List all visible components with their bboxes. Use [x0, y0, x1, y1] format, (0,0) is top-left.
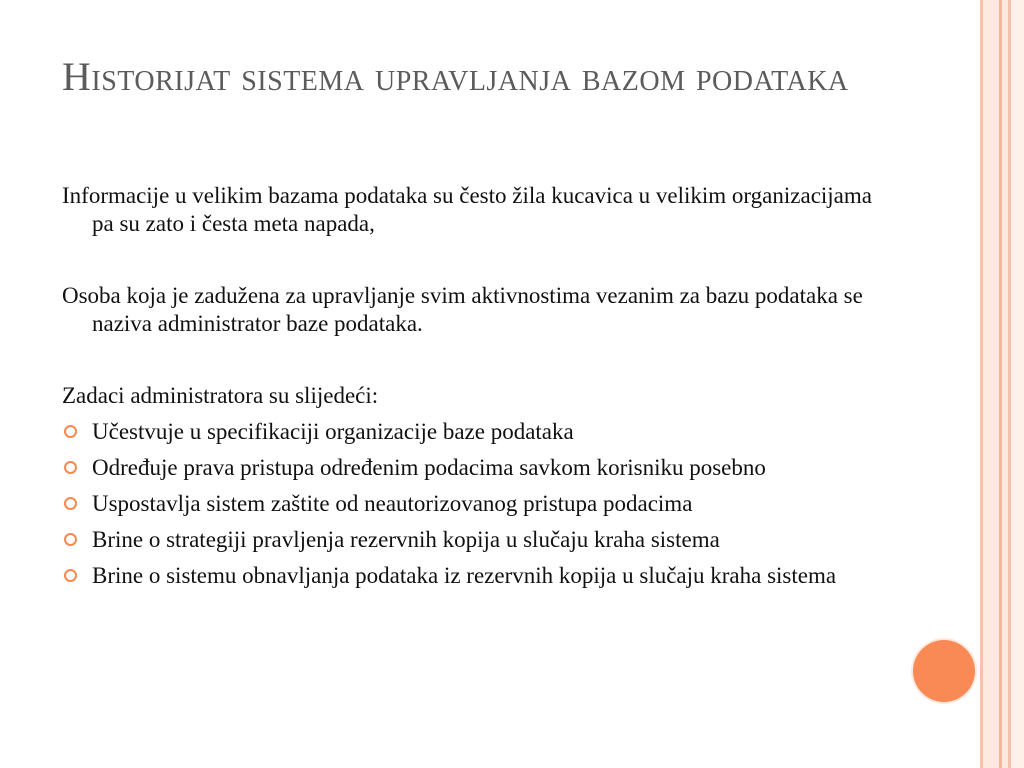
list-item-text: Brine o strategiji pravljenja rezervnih kopija u slučaju kraha sistema [92, 527, 720, 552]
ring-bullet-icon [64, 569, 77, 582]
slide-body [62, 182, 892, 598]
ring-bullet-icon [64, 425, 77, 438]
list-item [62, 562, 892, 590]
slide-title: Historijat sistema upravljanja bazom podataka [62, 54, 849, 99]
paragraph-2: Osoba koja je zadužena za upravljanje svim aktivnostima vezanim za bazu podataka se naziva administrator baze podataka. [62, 283, 863, 336]
list-item-text: Brine o sistemu obnavljanja podataka iz rezervnih kopija u slučaju kraha sistema [92, 563, 837, 588]
decorative-stripes [980, 0, 1024, 768]
paragraph-1: Informacije u velikim bazama podataka su često žila kucavica u velikim organizacijama pa su zato i česta meta napada, [62, 183, 872, 236]
decorative-circle [913, 640, 975, 702]
list-item [62, 418, 892, 446]
list-item-text: Učestvuje u specifikaciji organizacije baze podataka [92, 419, 574, 444]
task-list [62, 418, 892, 590]
ring-bullet-icon [64, 461, 77, 474]
paragraph-3: Zadaci administratora su slijedeći: [62, 383, 379, 408]
list-item-text: Uspostavlja sistem zaštite od neautorizovanog pristupa podacima [92, 491, 693, 516]
ring-bullet-icon [64, 497, 77, 510]
list-item [62, 526, 892, 554]
list-item-text: Određuje prava pristupa određenim podacima savkom korisniku posebno [92, 455, 766, 480]
ring-bullet-icon [64, 533, 77, 546]
list-item [62, 454, 892, 482]
list-item [62, 490, 892, 518]
